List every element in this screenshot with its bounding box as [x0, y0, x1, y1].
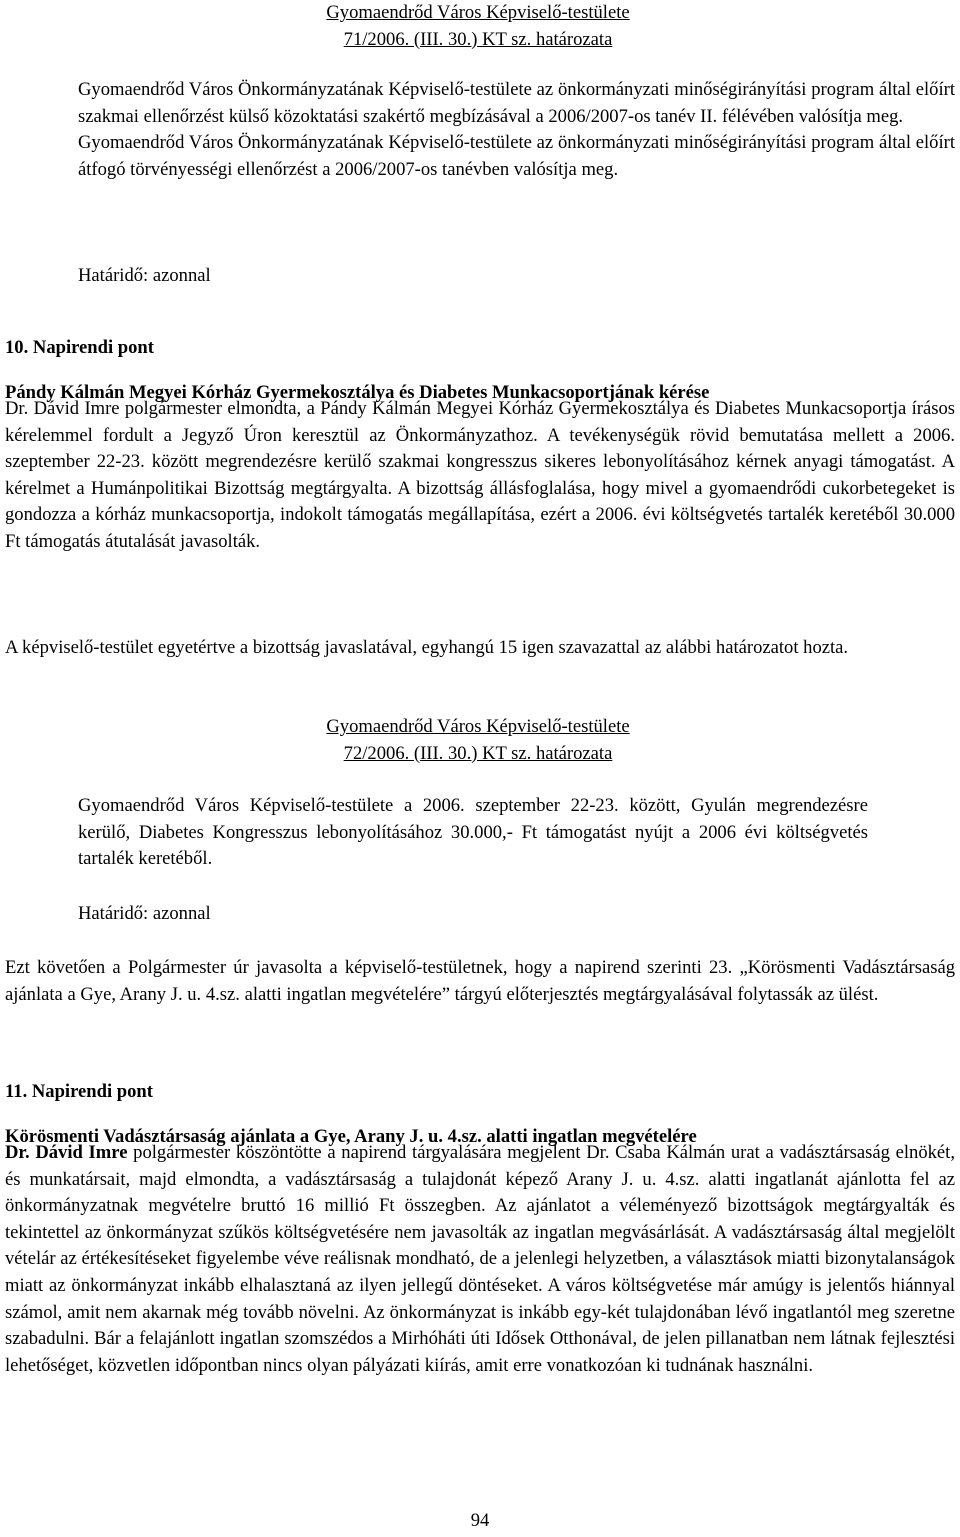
resolution-71-number: 71/2006. (III. 30.) KT sz. határozata — [343, 28, 613, 50]
page-number: 94 — [470, 1510, 490, 1531]
resolution-72-body — [78, 793, 868, 873]
agenda-10-paragraph — [5, 396, 955, 556]
agenda-11-number: 11. Napirendi pont — [5, 1080, 153, 1102]
agenda-10-vote — [5, 635, 955, 662]
proposal-block — [5, 955, 955, 1008]
resolution-72-text: Gyomaendrőd Város Képviselő-testülete a 2006. szeptember 22-23. között, Gyulán megrendezésre kerülő, Diabetes Kongresszus lebonyolításához 30.000,- Ft támogatást nyújt a 2006 évi költségvetés tartalék keretéből. — [78, 795, 868, 870]
resolution-71-para-2: Gyomaendrőd Város Önkormányzatának Képviselő-testülete az önkormányzati minőségirányítási program által előírt átfogó törvényességi ellenőrzést a 2006/2007-os tanévben valósítja meg. — [78, 132, 955, 180]
resolution-72-number: 72/2006. (III. 30.) KT sz. határozata — [343, 742, 613, 764]
resolution-71-title: Gyomaendrőd Város Képviselő-testülete — [326, 2, 630, 23]
agenda-11-body — [5, 1140, 955, 1379]
resolution-71-header — [78, 0, 878, 53]
agenda-11-paragraph — [5, 1140, 955, 1379]
resolution-71-body — [78, 77, 955, 183]
agenda-10-number: 10. Napirendi pont — [5, 336, 154, 358]
resolution-71-para-1: Gyomaendrőd Város Önkormányzatának Képviselő-testülete az önkormányzati minőségirányítási program által előírt szakmai ellenőrzést külső közoktatási szakértő megbízásával a 2006/2007-os tanév II. félévében valósítja meg. — [78, 79, 955, 127]
agenda-10-body — [5, 396, 955, 556]
speaker-name: Dr. Dávid Imre — [5, 398, 120, 419]
resolution-72-header — [78, 714, 878, 767]
proposal-text: Ezt követően a Polgármester úr javasolta a képviselő-testületnek, hogy a napirend szerinti 23. „Körösmenti Vadásztársaság ajánlata a Gye, Arany J. u. 4.sz. alatti ingatlan megvételére” tárgyú előterjesztés megtárgyalásával folytassák az ülést. — [5, 957, 955, 1005]
agenda-11-title: Körösmenti Vadásztársaság ajánlata a Gye, Arany J. u. 4.sz. alatti ingatlan megvételére — [5, 1125, 697, 1147]
agenda-10-title: Pándy Kálmán Megyei Kórház Gyermekosztálya és Diabetes Munkacsoportjának kérése — [5, 381, 710, 403]
agenda-10-text: polgármester elmondta, a Pándy Kálmán Megyei Kórház Gyermekosztálya és Diabetes Munkacsoportja írásos kérelemmel fordult a Jegyző Úron keresztül az Önkormányzathoz. A tevékenységük rövid bemutatása mellett a 2006. szeptember 22-23. között megrendezésre kerülő szakmai kongresszus sikeres lebonyolításához kérnek anyagi támogatást. A kérelmet a Humánpolitikai Bizottság megtárgyalta. A bizottság állásfoglalása, hogy mivel a gyomaendrődi cukorbetegeket is gondozza a kórház munkacsoportja, indokolt támogatás megállapítása, ezért a 2006. évi költségvetés tartalék keretéből 30.000 Ft támogatás átutalását javasolták. — [5, 398, 955, 552]
agenda-11-text: polgármester köszöntötte a napirend tárgyalására megjelent Dr. Csaba Kálmán urat a vadásztársaság elnökét, és munkatársait, majd elmondta, a vadásztársaság a tulajdonát képező Arany J. u. 4.sz. alatti ingatlanát ajánlotta fel az önkormányzatnak megvételre bruttó 16 millió Ft összegben. Az ajánlatot a véleményező bizottságok megtárgyalták és tekintettel az önkormányzat szűkös költségvetésére nem javasolták az ingatlan megvásárlását. A vadásztársaság által megjelölt vételár az értékesítéseket figyelembe véve reálisnak mondható, de a jelenlegi helyzetben, a választások miatti bizonytalanságok miatt az önkormányzat inkább elhalasztaná az ilyen jellegű döntéseket. A város költségvetése már amúgy is jelentős hiánnyal számol, amit nem akarnak még tovább növelni. Az önkormányzat is inkább egy-két tulajdonában lévő ingatlantól meg szeretne szabadulni. Bár a felajánlott ingatlan szomszédos a Mirhóháti úti Idősek Otthonával, de jelen pillanatban nem látnak fejlesztési lehetőséget, közvetlen időpontban nincs olyan pályázati kiírás, amit erre vonatkozóan ki tudnának használni. — [5, 1142, 956, 1376]
resolution-72-deadline: Határidő: azonnal — [78, 903, 211, 924]
agenda-10-vote-text: A képviselő-testület egyetértve a bizottság javaslatával, egyhangú 15 igen szavazattal az alábbi határozatot hozta. — [5, 637, 849, 658]
speaker-name: Dr. Dávid Imre — [5, 1142, 128, 1163]
resolution-71-deadline: Határidő: azonnal — [78, 265, 211, 286]
resolution-72-title: Gyomaendrőd Város Képviselő-testülete — [326, 716, 630, 737]
